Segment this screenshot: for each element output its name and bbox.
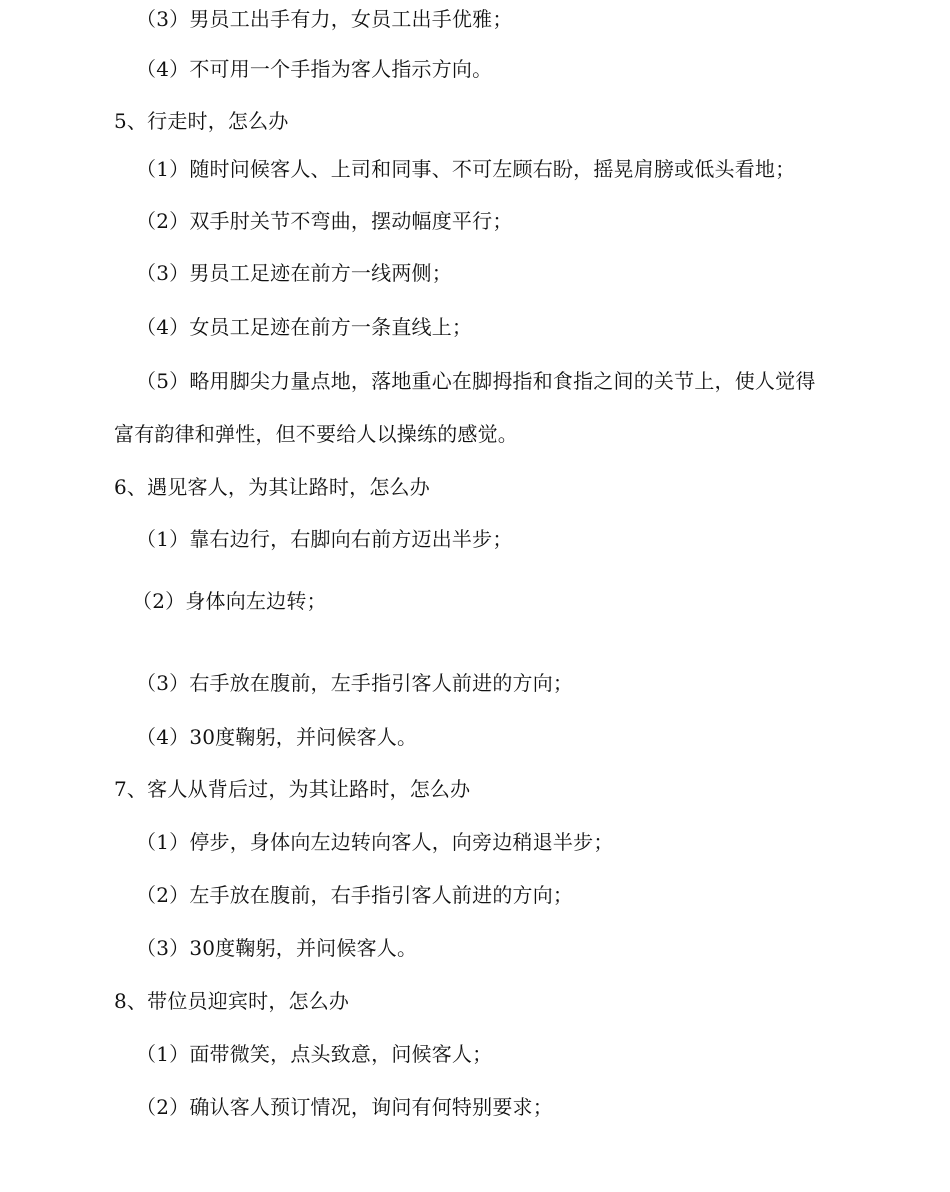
list-item: （1）面带微笑，点头致意，问候客人；	[136, 1042, 493, 1066]
list-item: （4）不可用一个手指为客人指示方向。	[136, 57, 493, 81]
section-heading: 8、带位员迎宾时，怎么办	[114, 989, 350, 1013]
list-item: （2）身体向左边转；	[132, 589, 327, 613]
paragraph-continuation: 富有韵律和弹性，但不要给人以操练的感觉。	[114, 422, 518, 446]
list-item: （1）随时问候客人、上司和同事、不可左顾右盼，摇晃肩膀或低头看地；	[136, 157, 796, 181]
list-item: （3）右手放在腹前，左手指引客人前进的方向；	[136, 671, 574, 695]
list-item: （3）30度鞠躬，并问候客人。	[136, 936, 418, 960]
list-item: （1）停步，身体向左边转向客人，向旁边稍退半步；	[136, 830, 614, 854]
section-heading: 6、遇见客人，为其让路时，怎么办	[114, 475, 430, 499]
list-item: （2）双手肘关节不弯曲，摆动幅度平行；	[136, 209, 513, 233]
list-item: （4）女员工足迹在前方一条直线上；	[136, 315, 473, 339]
section-heading: 7、客人从背后过，为其让路时，怎么办	[114, 777, 471, 801]
list-item: （3）男员工足迹在前方一线两侧；	[136, 261, 452, 285]
list-item: （2）确认客人预订情况，询问有何特别要求；	[136, 1095, 553, 1119]
list-item: （3）男员工出手有力，女员工出手优雅；	[136, 7, 513, 31]
list-item: （5）略用脚尖力量点地，落地重心在脚拇指和食指之间的关节上，使人觉得	[136, 369, 816, 393]
list-item: （4）30度鞠躬，并问候客人。	[136, 725, 418, 749]
list-item: （1）靠右边行，右脚向右前方迈出半步；	[136, 527, 513, 551]
section-heading: 5、行走时，怎么办	[114, 109, 289, 133]
list-item: （2）左手放在腹前，右手指引客人前进的方向；	[136, 883, 574, 907]
